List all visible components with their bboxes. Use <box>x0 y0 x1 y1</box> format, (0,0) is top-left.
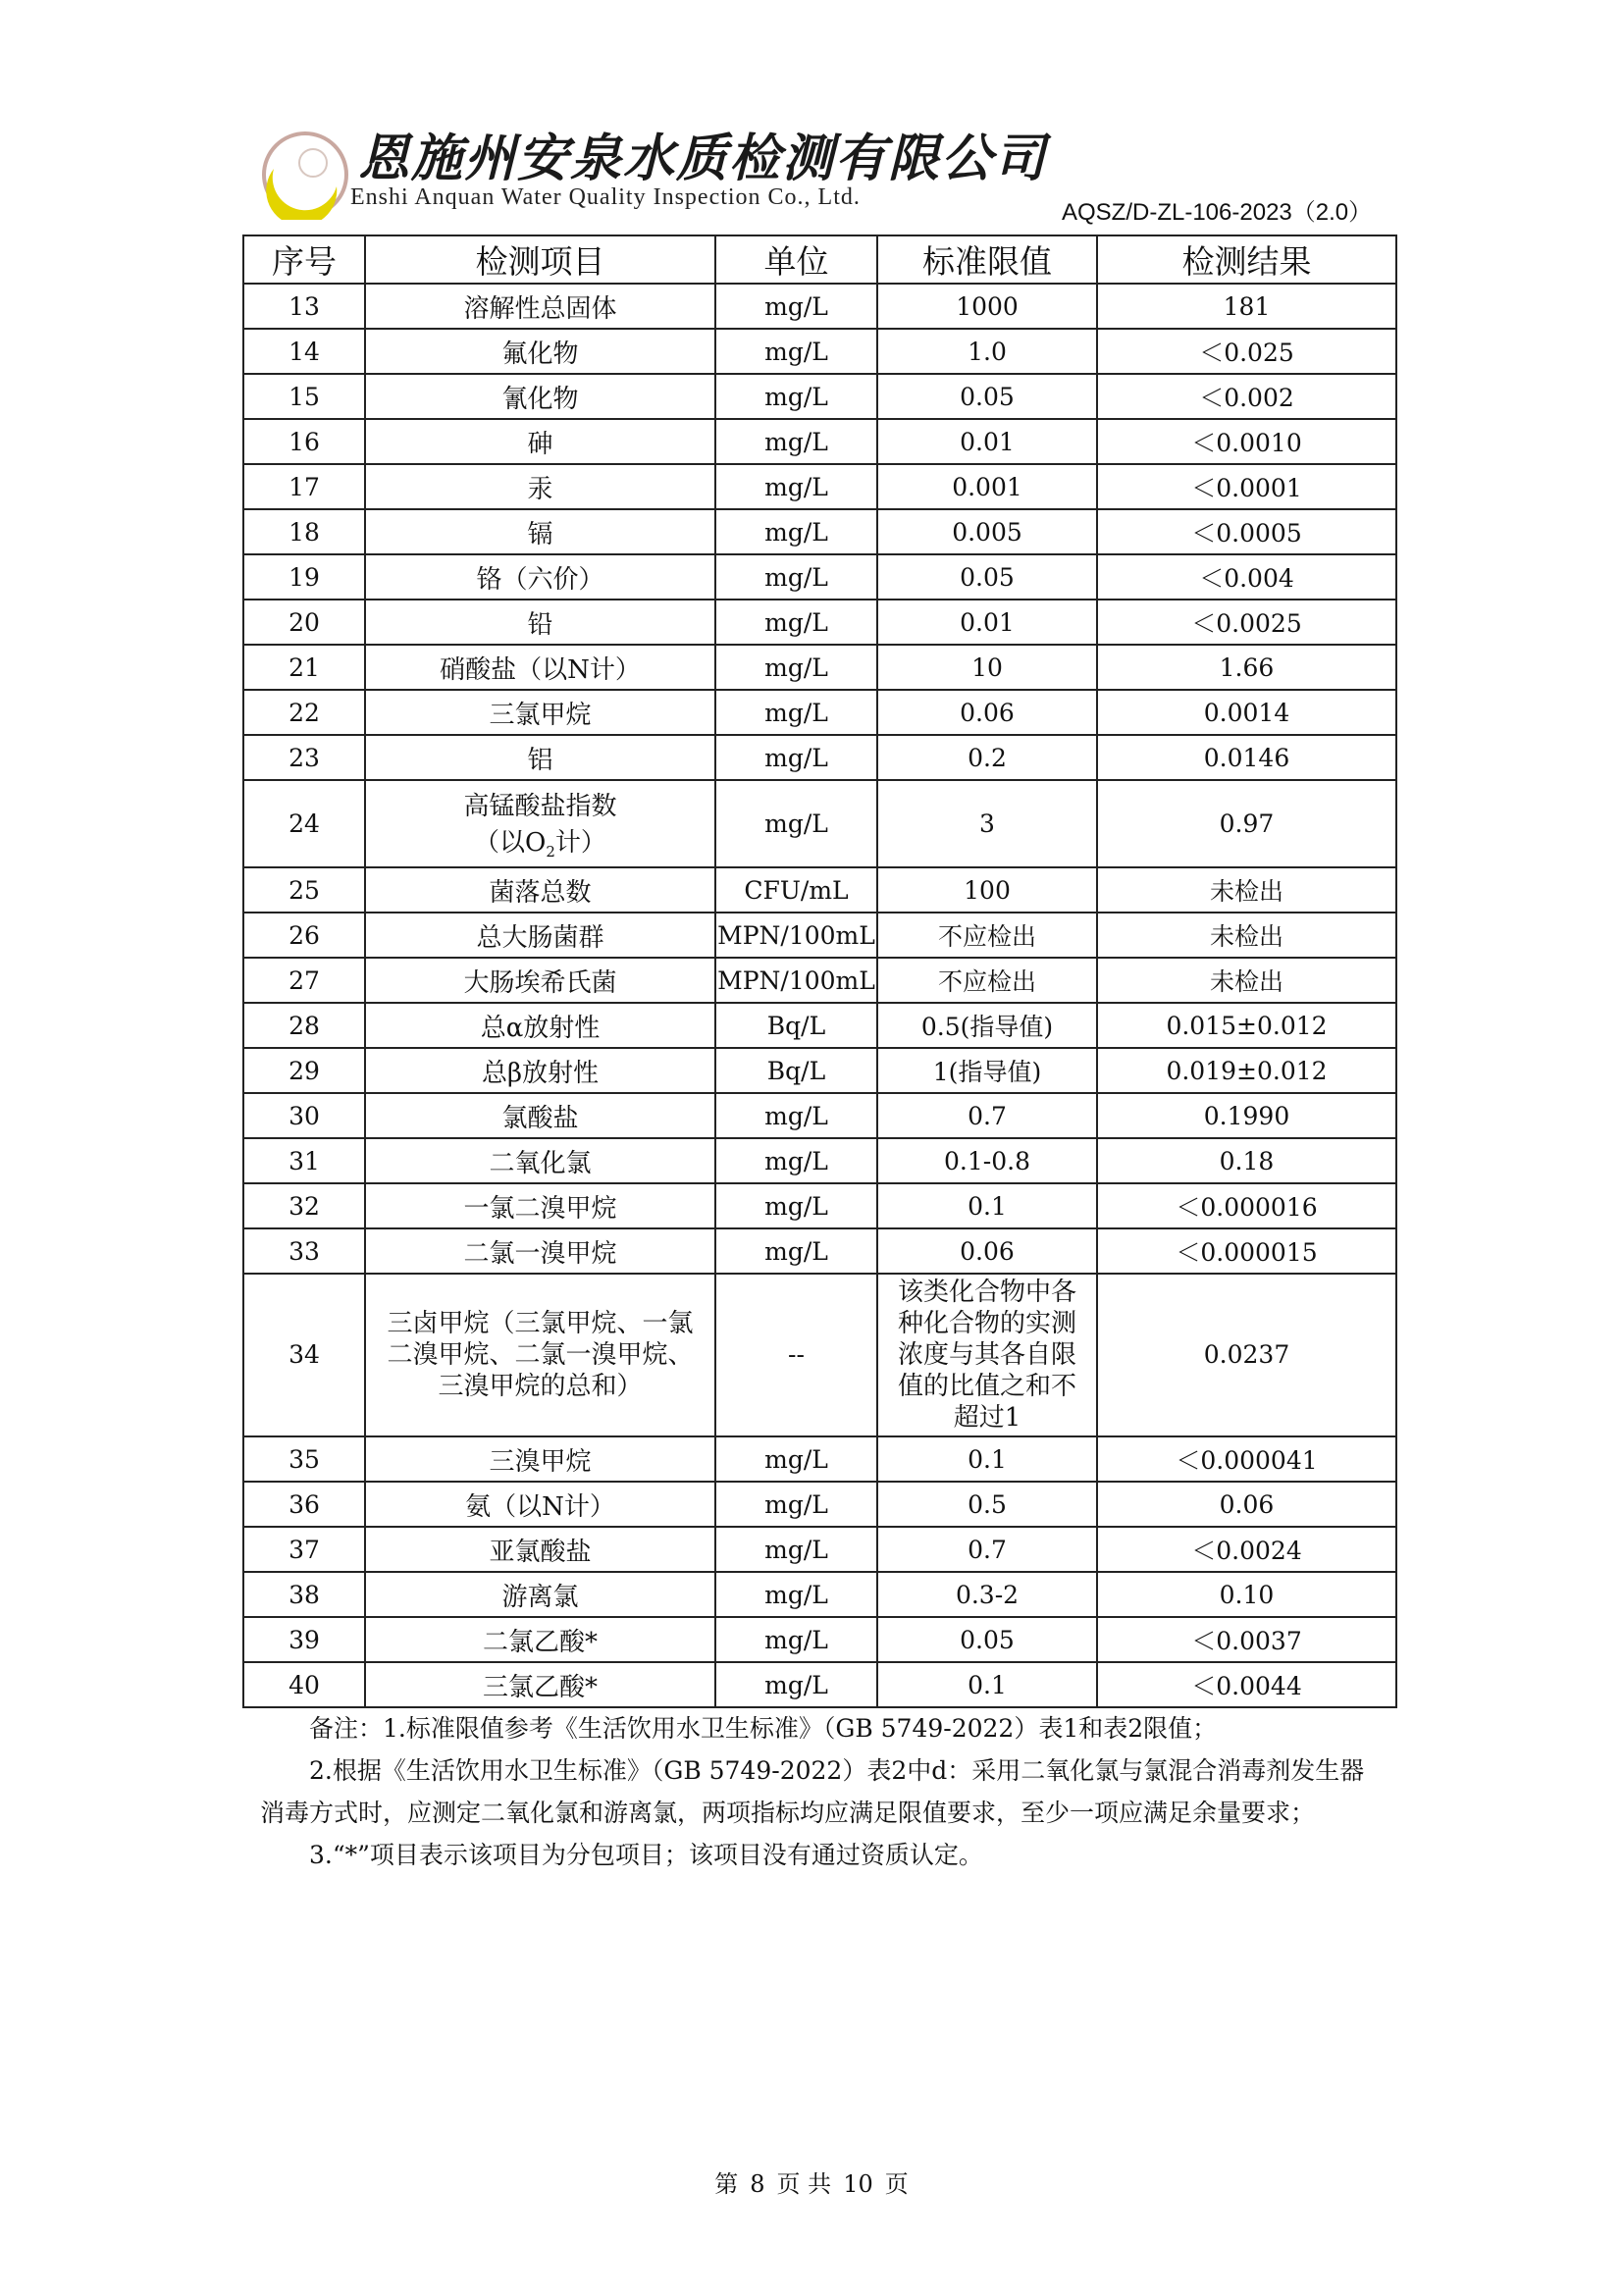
header-item: 检测项目 <box>365 235 715 284</box>
cell-item: 一氯二溴甲烷 <box>365 1183 715 1228</box>
cell-no: 33 <box>243 1228 365 1274</box>
cell-limit: 0.01 <box>877 419 1097 464</box>
cell-limit: 0.1 <box>877 1662 1097 1707</box>
results-table <box>242 235 1397 1708</box>
cell-item: 总大肠菌群 <box>365 913 715 958</box>
cell-no: 15 <box>243 374 365 419</box>
cell-result: 0.0146 <box>1097 735 1396 780</box>
table-row <box>243 1662 1396 1707</box>
cell-unit: mg/L <box>715 780 877 867</box>
note-1: 备注：1.标准限值参考《生活饮用水卫生标准》（GB 5749-2022）表1和表2限值； <box>309 1714 1218 1743</box>
table-row <box>243 1228 1396 1274</box>
cell-no: 37 <box>243 1527 365 1572</box>
cell-limit: 0.06 <box>877 690 1097 735</box>
cell-limit: 0.3-2 <box>877 1572 1097 1617</box>
cell-item: 亚氯酸盐 <box>365 1527 715 1572</box>
cell-unit: Bq/L <box>715 1048 877 1093</box>
table-row <box>243 1093 1396 1138</box>
cell-result: ＜0.0044 <box>1097 1662 1396 1707</box>
cell-unit: mg/L <box>715 374 877 419</box>
cell-item: 镉 <box>365 509 715 554</box>
table-header-row <box>243 235 1396 284</box>
cell-unit: mg/L <box>715 1138 877 1183</box>
cell-no: 40 <box>243 1662 365 1707</box>
header-limit: 标准限值 <box>877 235 1097 284</box>
cell-limit: 0.05 <box>877 554 1097 600</box>
cell-limit: 0.5(指导值) <box>877 1003 1097 1048</box>
cell-result: 181 <box>1097 284 1396 329</box>
cell-no: 28 <box>243 1003 365 1048</box>
page-total: 10 <box>843 2170 873 2198</box>
cell-no: 18 <box>243 509 365 554</box>
cell-result: ＜0.004 <box>1097 554 1396 600</box>
cell-result: ＜0.002 <box>1097 374 1396 419</box>
table-row <box>243 1436 1396 1482</box>
cell-result: 0.18 <box>1097 1138 1396 1183</box>
cell-unit: mg/L <box>715 419 877 464</box>
cell-unit: mg/L <box>715 690 877 735</box>
cell-item: 二氯一溴甲烷 <box>365 1228 715 1274</box>
cell-no: 13 <box>243 284 365 329</box>
table-row <box>243 329 1396 374</box>
cell-limit: 3 <box>877 780 1097 867</box>
cell-no: 27 <box>243 958 365 1003</box>
cell-unit: mg/L <box>715 509 877 554</box>
cell-result: 0.06 <box>1097 1482 1396 1527</box>
cell-item: 汞 <box>365 464 715 509</box>
cell-unit: mg/L <box>715 645 877 690</box>
cell-limit: 0.1-0.8 <box>877 1138 1097 1183</box>
table-row <box>243 509 1396 554</box>
cell-limit: 0.7 <box>877 1527 1097 1572</box>
cell-item: 二氧化氯 <box>365 1138 715 1183</box>
cell-limit: 1.0 <box>877 329 1097 374</box>
cell-result: ＜0.0024 <box>1097 1527 1396 1572</box>
cell-unit: mg/L <box>715 284 877 329</box>
cell-result: ＜0.000041 <box>1097 1436 1396 1482</box>
cell-item: 铝 <box>365 735 715 780</box>
cell-no: 26 <box>243 913 365 958</box>
cell-item: 溶解性总固体 <box>365 284 715 329</box>
cell-limit: 0.5 <box>877 1482 1097 1527</box>
cell-item: 游离氯 <box>365 1572 715 1617</box>
table-row <box>243 1482 1396 1527</box>
cell-limit: 该类化合物中各种化合物的实测浓度与其各自限值的比值之和不超过1 <box>877 1274 1097 1436</box>
cell-result: ＜0.0025 <box>1097 600 1396 645</box>
cell-result: 0.1990 <box>1097 1093 1396 1138</box>
cell-no: 36 <box>243 1482 365 1527</box>
table-row <box>243 1572 1396 1617</box>
cell-limit: 0.05 <box>877 1617 1097 1662</box>
cell-no: 17 <box>243 464 365 509</box>
table-row <box>243 464 1396 509</box>
cell-result: 未检出 <box>1097 958 1396 1003</box>
cell-limit: 10 <box>877 645 1097 690</box>
table-row <box>243 600 1396 645</box>
cell-no: 24 <box>243 780 365 867</box>
cell-unit: -- <box>715 1274 877 1436</box>
cell-limit: 0.1 <box>877 1183 1097 1228</box>
cell-item: 三氯乙酸* <box>365 1662 715 1707</box>
cell-item: 总β放射性 <box>365 1048 715 1093</box>
cell-no: 25 <box>243 867 365 913</box>
cell-item: 菌落总数 <box>365 867 715 913</box>
cell-result: 0.97 <box>1097 780 1396 867</box>
cell-item-line2-subscript: 2 <box>546 843 555 861</box>
cell-item-line1: 高锰酸盐指数 <box>463 792 617 822</box>
cell-item: 氟化物 <box>365 329 715 374</box>
cell-limit: 不应检出 <box>877 913 1097 958</box>
cell-no: 20 <box>243 600 365 645</box>
document-code: AQSZ/D-ZL-106-2023（2.0） <box>1062 199 1373 226</box>
cell-unit: MPN/100mL <box>715 913 877 958</box>
cell-result: ＜0.0005 <box>1097 509 1396 554</box>
cell-item: 三溴甲烷 <box>365 1436 715 1482</box>
cell-limit: 0.05 <box>877 374 1097 419</box>
company-name-en: Enshi Anquan Water Quality Inspection Co., Ltd. <box>350 184 861 210</box>
cell-item: 大肠埃希氏菌 <box>365 958 715 1003</box>
table-row <box>243 913 1396 958</box>
footer-middle: 页 共 <box>776 2170 832 2198</box>
cell-limit: 不应检出 <box>877 958 1097 1003</box>
table-row <box>243 374 1396 419</box>
cell-no: 38 <box>243 1572 365 1617</box>
cell-item-line2-suffix: 计） <box>554 828 606 859</box>
company-logo-icon <box>260 130 350 220</box>
cell-result: 0.019±0.012 <box>1097 1048 1396 1093</box>
header-result: 检测结果 <box>1097 235 1396 284</box>
cell-item-line2-prefix: （以O <box>474 828 547 859</box>
table-row <box>243 1617 1396 1662</box>
table-row <box>243 1003 1396 1048</box>
cell-item: 三卤甲烷（三氯甲烷、一氯二溴甲烷、二氯一溴甲烷、三溴甲烷的总和） <box>365 1274 715 1436</box>
table-row <box>243 284 1396 329</box>
table-row <box>243 1183 1396 1228</box>
cell-item: 铅 <box>365 600 715 645</box>
cell-result: 未检出 <box>1097 867 1396 913</box>
cell-no: 35 <box>243 1436 365 1482</box>
cell-unit: mg/L <box>715 1228 877 1274</box>
footer-prefix: 第 <box>714 2170 739 2198</box>
cell-no: 30 <box>243 1093 365 1138</box>
footer-suffix: 页 <box>884 2170 909 2198</box>
cell-limit: 0.1 <box>877 1436 1097 1482</box>
cell-unit: mg/L <box>715 1572 877 1617</box>
cell-unit: mg/L <box>715 554 877 600</box>
page-number: 8 <box>750 2170 765 2198</box>
cell-result: ＜0.0010 <box>1097 419 1396 464</box>
table-row <box>243 1138 1396 1183</box>
cell-no: 34 <box>243 1274 365 1436</box>
cell-result: 0.015±0.012 <box>1097 1003 1396 1048</box>
cell-no: 32 <box>243 1183 365 1228</box>
cell-unit: mg/L <box>715 1662 877 1707</box>
cell-unit: mg/L <box>715 1183 877 1228</box>
table-row <box>243 867 1396 913</box>
cell-limit: 1(指导值) <box>877 1048 1097 1093</box>
cell-unit: mg/L <box>715 1482 877 1527</box>
note-2: 2.根据《生活饮用水卫生标准》（GB 5749-2022）表2中d：采用二氧化氯与氯混合消毒剂发生器消毒方式时，应测定二氧化氯和游离氯，两项指标均应满足限值要求，至少一项应满足余量要求； <box>260 1756 1365 1827</box>
table-row <box>243 1527 1396 1572</box>
cell-unit: mg/L <box>715 1436 877 1482</box>
cell-limit: 100 <box>877 867 1097 913</box>
cell-result: 0.0014 <box>1097 690 1396 735</box>
note-3: 3.“*”项目表示该项目为分包项目；该项目没有通过资质认定。 <box>309 1841 983 1869</box>
cell-item-line2 <box>366 822 714 861</box>
table-row <box>243 690 1396 735</box>
cell-item: 氨（以N计） <box>365 1482 715 1527</box>
cell-item: 砷 <box>365 419 715 464</box>
cell-unit: mg/L <box>715 1617 877 1662</box>
cell-unit: mg/L <box>715 329 877 374</box>
cell-no: 16 <box>243 419 365 464</box>
cell-item: 三氯甲烷 <box>365 690 715 735</box>
header-unit: 单位 <box>715 235 877 284</box>
cell-no: 31 <box>243 1138 365 1183</box>
table-row <box>243 1274 1396 1436</box>
cell-limit: 0.06 <box>877 1228 1097 1274</box>
cell-no: 29 <box>243 1048 365 1093</box>
cell-result: ＜0.000016 <box>1097 1183 1396 1228</box>
cell-unit: mg/L <box>715 1527 877 1572</box>
cell-item: 氯酸盐 <box>365 1093 715 1138</box>
cell-limit: 0.7 <box>877 1093 1097 1138</box>
cell-no: 21 <box>243 645 365 690</box>
cell-limit: 0.01 <box>877 600 1097 645</box>
cell-unit: mg/L <box>715 600 877 645</box>
table-row <box>243 1048 1396 1093</box>
cell-unit: CFU/mL <box>715 867 877 913</box>
cell-item: 二氯乙酸* <box>365 1617 715 1662</box>
cell-unit: mg/L <box>715 1093 877 1138</box>
table-row <box>243 419 1396 464</box>
cell-item <box>365 780 715 867</box>
cell-result: 0.0237 <box>1097 1274 1396 1436</box>
cell-no: 14 <box>243 329 365 374</box>
cell-result: ＜0.000015 <box>1097 1228 1396 1274</box>
company-name-cn: 恩施州安泉水质检测有限公司 <box>358 129 1048 188</box>
table-row <box>243 554 1396 600</box>
cell-no: 22 <box>243 690 365 735</box>
table-row <box>243 958 1396 1003</box>
cell-result: ＜0.025 <box>1097 329 1396 374</box>
table-row <box>243 735 1396 780</box>
cell-result: 0.10 <box>1097 1572 1396 1617</box>
table-row <box>243 645 1396 690</box>
cell-limit: 1000 <box>877 284 1097 329</box>
notes <box>260 1707 1388 1876</box>
cell-no: 23 <box>243 735 365 780</box>
cell-no: 19 <box>243 554 365 600</box>
cell-result: 未检出 <box>1097 913 1396 958</box>
cell-item: 氰化物 <box>365 374 715 419</box>
cell-result: ＜0.0037 <box>1097 1617 1396 1662</box>
cell-item: 铬（六价） <box>365 554 715 600</box>
cell-limit: 0.001 <box>877 464 1097 509</box>
cell-unit: mg/L <box>715 464 877 509</box>
cell-result: 1.66 <box>1097 645 1396 690</box>
cell-unit: Bq/L <box>715 1003 877 1048</box>
cell-item: 硝酸盐（以N计） <box>365 645 715 690</box>
cell-limit: 0.2 <box>877 735 1097 780</box>
table-row <box>243 780 1396 867</box>
cell-result: ＜0.0001 <box>1097 464 1396 509</box>
cell-no: 39 <box>243 1617 365 1662</box>
header-no: 序号 <box>243 235 365 284</box>
cell-unit: MPN/100mL <box>715 958 877 1003</box>
cell-limit: 0.005 <box>877 509 1097 554</box>
cell-item: 总α放射性 <box>365 1003 715 1048</box>
cell-unit: mg/L <box>715 735 877 780</box>
page-footer <box>0 2165 1623 2199</box>
